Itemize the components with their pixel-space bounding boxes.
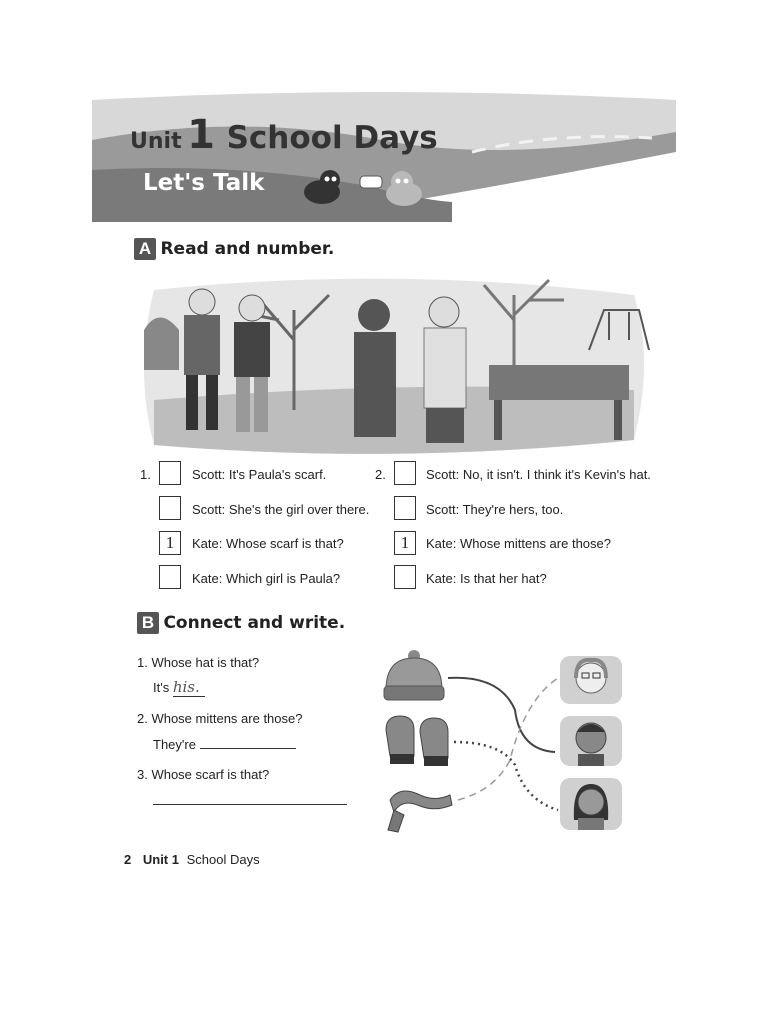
answer-box[interactable] bbox=[159, 461, 181, 485]
scarf-icon bbox=[388, 791, 452, 832]
park-illustration bbox=[134, 270, 654, 460]
answer-box[interactable]: 1 bbox=[159, 531, 181, 555]
answer-line-1 bbox=[153, 678, 205, 697]
section-a-title: Read and number. bbox=[160, 239, 335, 259]
dialog-line: Scott: She's the girl over there. bbox=[192, 502, 370, 517]
dialog-line: Kate: Is that her hat? bbox=[426, 571, 547, 586]
connector-line-dashed bbox=[458, 678, 558, 800]
section-b-letter: B bbox=[137, 612, 159, 634]
unit-number: 1 bbox=[187, 112, 216, 158]
dialog-line: Kate: Whose scarf is that? bbox=[192, 536, 344, 551]
boy-face bbox=[560, 716, 622, 766]
section-a-heading bbox=[134, 238, 334, 260]
lets-talk-heading: Let's Talk bbox=[143, 170, 265, 196]
section-a-letter: A bbox=[134, 238, 156, 260]
dialog-line: Scott: They're hers, too. bbox=[426, 502, 564, 517]
answer-box[interactable] bbox=[394, 496, 416, 520]
footer-unit: Unit 1 bbox=[142, 852, 179, 867]
answer-field[interactable] bbox=[200, 734, 296, 749]
page-footer bbox=[124, 852, 260, 867]
col2-number: 2. bbox=[375, 467, 386, 482]
hat-icon bbox=[384, 650, 444, 700]
answer-box[interactable]: 1 bbox=[394, 531, 416, 555]
section-b-heading bbox=[137, 612, 345, 634]
unit-title: School Days bbox=[226, 120, 438, 156]
answer-box[interactable] bbox=[159, 565, 181, 589]
answer-prefix: It's bbox=[153, 680, 170, 695]
answer-line-2 bbox=[153, 734, 296, 752]
dialog-line: Scott: It's Paula's scarf. bbox=[192, 467, 327, 482]
page-number: 2 bbox=[124, 852, 132, 867]
girl-face bbox=[560, 778, 622, 830]
bush-icon bbox=[144, 318, 179, 371]
matching-illustration bbox=[380, 650, 630, 835]
answer-box[interactable] bbox=[394, 461, 416, 485]
footer-title: School Days bbox=[186, 852, 260, 867]
answer-box[interactable] bbox=[394, 565, 416, 589]
answer-field[interactable]: his. bbox=[173, 678, 205, 697]
question-2: 2. Whose mittens are those? bbox=[137, 711, 303, 726]
unit-heading bbox=[130, 112, 438, 158]
dialog-line: Scott: No, it isn't. I think it's Kevin's hat. bbox=[426, 467, 651, 482]
question-3: 3. Whose scarf is that? bbox=[137, 767, 270, 782]
mittens-icon bbox=[386, 716, 448, 766]
section-b-title: Connect and write. bbox=[163, 613, 346, 633]
dialog-line: Kate: Which girl is Paula? bbox=[192, 571, 341, 586]
answer-field[interactable] bbox=[153, 790, 347, 805]
col1-number: 1. bbox=[140, 467, 151, 482]
connector-line-dotted bbox=[454, 742, 558, 810]
unit-label: Unit bbox=[130, 129, 182, 154]
answer-line-3 bbox=[153, 790, 347, 808]
question-1: 1. Whose hat is that? bbox=[137, 655, 260, 670]
connector-line-solid bbox=[448, 678, 555, 752]
answer-prefix: They're bbox=[153, 737, 196, 752]
girl-with-glasses-face bbox=[560, 656, 622, 704]
answer-box[interactable] bbox=[159, 496, 181, 520]
dialog-line: Kate: Whose mittens are those? bbox=[426, 536, 611, 551]
